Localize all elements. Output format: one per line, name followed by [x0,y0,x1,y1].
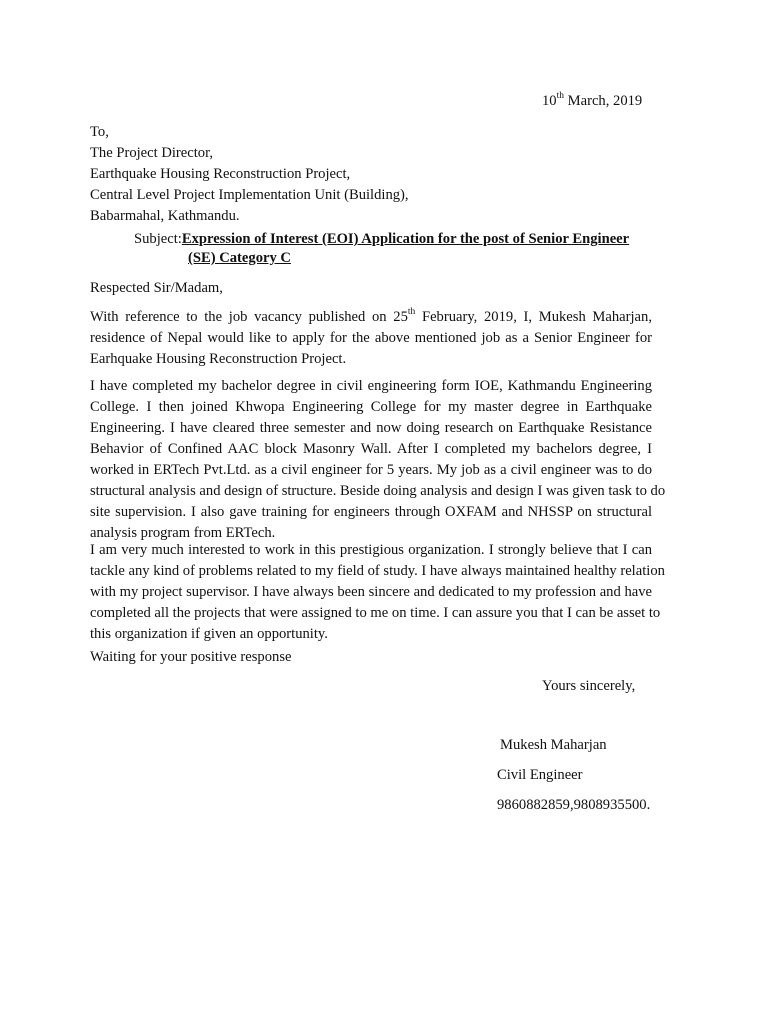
signer-title: Civil Engineer [497,767,583,783]
paragraph-interest [90,540,665,645]
address-line: Earthquake Housing Reconstruction Project, [90,166,351,182]
paragraph-line: analysis program from ERTech. [90,525,276,541]
paragraph-line: Engineering. I have cleared three semester and now doing research on Earthquake Resistance [90,420,652,436]
address-line: The Project Director, [90,145,214,161]
paragraph-line: With reference to the job vacancy published on 25th February, 2019, I, Mukesh Maharjan, [90,307,652,325]
date-day: 10 [542,93,557,109]
ordinal-suffix: th [407,307,416,318]
date-rest: March, 2019 [563,93,643,109]
paragraph-line: tackle any kind of problems related to my field of study. I have always maintained healthy relation [90,563,665,579]
sign-off: Yours sincerely, [542,678,636,694]
paragraph-line: this organization if given an opportunity. [90,626,328,642]
paragraph-line: with my project supervisor. I have always been sincere and dedicated to my profession and have [90,584,652,600]
subject-text-continued: (SE) Category C [188,250,291,266]
paragraph-line: worked in ERTech Pvt.Ltd. as a civil engineer for 5 years. My job as a civil engineer was to do [90,462,652,478]
address-line: To, [90,124,109,140]
signer-name: Mukesh Maharjan [500,737,607,753]
paragraph-line: structural analysis and design of structure. Beside doing analysis and design I was given task to do [90,483,666,499]
paragraph-line: completed all the projects that were assigned to me on time. I can assure you that I can be asset to [90,605,661,621]
paragraph-application [90,307,652,370]
letter-date [542,91,642,112]
date-suffix: th [556,91,564,102]
paragraph-line: College. I then joined Khwopa Engineering College for my master degree in Earthquake [90,399,652,415]
address-line: Central Level Project Implementation Unit (Building), [90,187,409,203]
paragraph-line: I am very much interested to work in this prestigious organization. I strongly believe that I can [90,542,652,558]
paragraph-education-experience [90,376,666,544]
paragraph-line: Behavior of Confined AAC block Masonry Wall. After I completed my bachelors degree, I [90,441,652,457]
address-line: Babarmahal, Kathmandu. [90,208,240,224]
subject-line [134,229,629,250]
salutation: Respected Sir/Madam, [90,280,223,296]
subject-text: Expression of Interest (EOI) Application for the post of Senior Engineer [181,231,630,247]
paragraph-line: I have completed my bachelor degree in civil engineering form IOE, Kathmandu Engineering [90,378,652,394]
recipient-address [90,122,409,227]
subject-label: Subject: [134,231,182,247]
paragraph-line: residence of Nepal would like to apply for the above mentioned job as a Senior Engineer for [90,330,652,346]
paragraph-line: Earhquake Housing Reconstruction Project. [90,351,347,367]
signer-phone: 9860882859,9808935500. [497,797,651,813]
paragraph-line: site supervision. I also gave training for engineers through OXFAM and NHSSP on structural [90,504,652,520]
closing-line: Waiting for your positive response [90,649,292,665]
